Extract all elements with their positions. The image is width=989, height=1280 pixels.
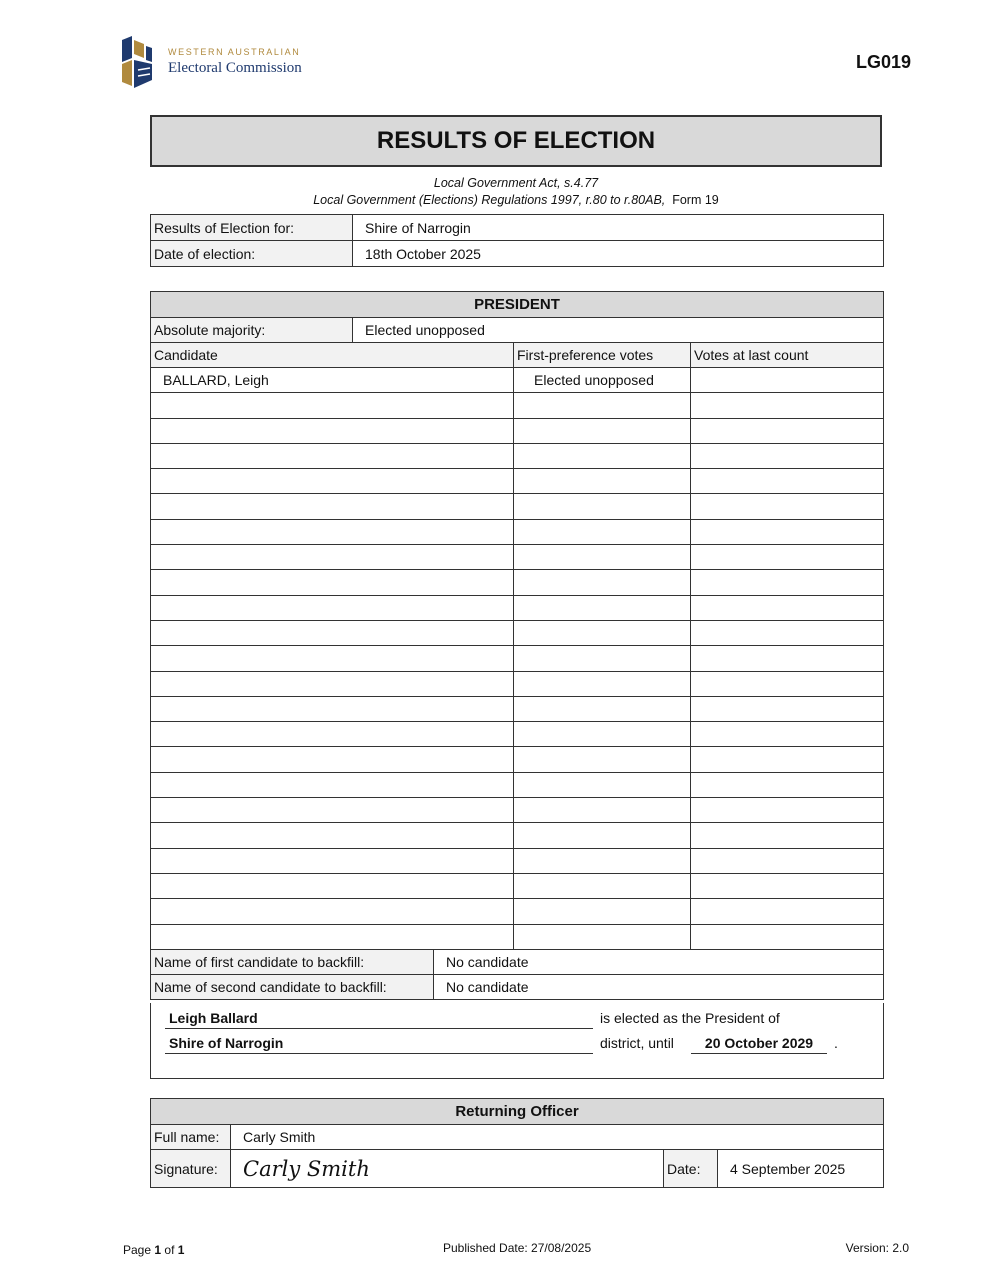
returning-officer-table bbox=[150, 1098, 884, 1188]
signature-value: Carly Smith bbox=[231, 1150, 664, 1188]
table-row bbox=[151, 418, 884, 443]
candidate-first-pref bbox=[514, 823, 691, 848]
wa-electoral-commission-logo bbox=[122, 36, 322, 90]
candidate-first-pref bbox=[514, 595, 691, 620]
candidate-last-count bbox=[691, 848, 884, 873]
candidate-first-pref bbox=[514, 747, 691, 772]
election-date-label: Date of election: bbox=[151, 241, 353, 267]
candidate-name bbox=[151, 772, 514, 797]
table-row bbox=[151, 873, 884, 898]
signature-label: Signature: bbox=[151, 1150, 231, 1188]
table-row bbox=[151, 848, 884, 873]
candidate-first-pref bbox=[514, 519, 691, 544]
elected-text2: district, until bbox=[600, 1035, 674, 1051]
elected-district: Shire of Narrogin bbox=[165, 1034, 593, 1054]
published-date: Published Date: 27/08/2025 bbox=[443, 1241, 592, 1255]
candidate-first-pref bbox=[514, 696, 691, 721]
candidate-last-count bbox=[691, 393, 884, 418]
candidate-name bbox=[151, 595, 514, 620]
candidate-first-pref bbox=[514, 469, 691, 494]
absolute-majority-label: Absolute majority: bbox=[151, 318, 353, 343]
candidate-name bbox=[151, 393, 514, 418]
candidate-first-pref bbox=[514, 671, 691, 696]
candidate-first-pref bbox=[514, 924, 691, 949]
full-name-label: Full name: bbox=[151, 1125, 231, 1150]
candidate-last-count bbox=[691, 924, 884, 949]
version: Version: 2.0 bbox=[845, 1241, 909, 1255]
page-title: RESULTS OF ELECTION bbox=[150, 115, 882, 167]
candidate-name bbox=[151, 873, 514, 898]
candidate-first-pref bbox=[514, 899, 691, 924]
candidate-name bbox=[151, 519, 514, 544]
candidate-last-count bbox=[691, 494, 884, 519]
election-date-value: 18th October 2025 bbox=[353, 241, 884, 267]
elected-text1: is elected as the President of bbox=[600, 1010, 780, 1026]
returning-officer-heading: Returning Officer bbox=[151, 1099, 884, 1125]
candidate-first-pref bbox=[514, 620, 691, 645]
page-total: 1 bbox=[177, 1243, 185, 1257]
candidate-last-count bbox=[691, 545, 884, 570]
candidate-last-count bbox=[691, 595, 884, 620]
president-table bbox=[150, 291, 884, 1000]
table-row bbox=[151, 823, 884, 848]
table-row bbox=[151, 494, 884, 519]
legislation-reference bbox=[150, 175, 882, 209]
candidate-first-pref bbox=[514, 873, 691, 898]
absolute-majority-value: Elected unopposed bbox=[353, 318, 884, 343]
candidate-name bbox=[151, 696, 514, 721]
table-row bbox=[151, 620, 884, 645]
ro-date-label: Date: bbox=[664, 1150, 718, 1188]
candidate-last-count bbox=[691, 772, 884, 797]
candidate-last-count bbox=[691, 646, 884, 671]
candidate-name bbox=[151, 798, 514, 823]
candidate-first-pref bbox=[514, 545, 691, 570]
table-row bbox=[151, 545, 884, 570]
candidate-last-count bbox=[691, 368, 884, 393]
logo-line2: Electoral Commission bbox=[168, 60, 302, 76]
backfill1-label: Name of first candidate to backfill: bbox=[151, 949, 434, 974]
logo-line1: WESTERN AUSTRALIAN bbox=[168, 47, 301, 57]
candidate-first-pref bbox=[514, 722, 691, 747]
candidate-name bbox=[151, 469, 514, 494]
col-last-count: Votes at last count bbox=[691, 343, 884, 368]
candidate-last-count bbox=[691, 823, 884, 848]
form-code: LG019 bbox=[855, 52, 911, 72]
page-num: 1 bbox=[154, 1243, 162, 1257]
candidate-first-pref: Elected unopposed bbox=[514, 368, 691, 393]
elected-name: Leigh Ballard bbox=[165, 1009, 593, 1029]
candidate-first-pref bbox=[514, 570, 691, 595]
page-number bbox=[123, 1243, 184, 1257]
candidate-first-pref bbox=[514, 393, 691, 418]
elected-until-date: 20 October 2029 bbox=[691, 1034, 827, 1054]
candidate-last-count bbox=[691, 418, 884, 443]
candidate-first-pref bbox=[514, 646, 691, 671]
table-row bbox=[151, 722, 884, 747]
act-line2: Local Government (Elections) Regulations 1997, r.80 to r.80AB, bbox=[313, 193, 666, 207]
backfill2-label: Name of second candidate to backfill: bbox=[151, 974, 434, 999]
candidate-last-count bbox=[691, 747, 884, 772]
candidate-last-count bbox=[691, 519, 884, 544]
table-row bbox=[151, 696, 884, 721]
candidate-last-count bbox=[691, 469, 884, 494]
candidate-name bbox=[151, 924, 514, 949]
candidate-last-count bbox=[691, 798, 884, 823]
col-first-preference: First-preference votes bbox=[514, 343, 691, 368]
election-info-table bbox=[150, 214, 884, 267]
candidate-name bbox=[151, 494, 514, 519]
candidate-first-pref bbox=[514, 772, 691, 797]
table-row bbox=[151, 671, 884, 696]
page-of: of bbox=[164, 1243, 175, 1257]
table-row bbox=[151, 443, 884, 468]
table-row bbox=[151, 368, 884, 393]
candidate-name bbox=[151, 443, 514, 468]
election-for-label: Results of Election for: bbox=[151, 215, 353, 241]
candidate-rows bbox=[151, 368, 884, 950]
candidate-name bbox=[151, 671, 514, 696]
candidate-last-count bbox=[691, 873, 884, 898]
candidate-name bbox=[151, 823, 514, 848]
candidate-first-pref bbox=[514, 494, 691, 519]
candidate-first-pref bbox=[514, 798, 691, 823]
candidate-name bbox=[151, 747, 514, 772]
table-row bbox=[151, 924, 884, 949]
backfill2-value: No candidate bbox=[434, 974, 884, 999]
president-heading: PRESIDENT bbox=[151, 292, 884, 318]
form-number: Form 19 bbox=[672, 193, 719, 207]
candidate-last-count bbox=[691, 620, 884, 645]
candidate-first-pref bbox=[514, 443, 691, 468]
table-row bbox=[151, 519, 884, 544]
candidate-last-count bbox=[691, 722, 884, 747]
ro-date-value: 4 September 2025 bbox=[718, 1150, 884, 1188]
table-row bbox=[151, 595, 884, 620]
candidate-name bbox=[151, 545, 514, 570]
act-line1: Local Government Act, s.4.77 bbox=[433, 176, 599, 190]
table-row bbox=[151, 646, 884, 671]
table-row bbox=[151, 772, 884, 797]
candidate-last-count bbox=[691, 671, 884, 696]
elected-statement bbox=[150, 1003, 884, 1079]
table-row bbox=[151, 798, 884, 823]
table-row bbox=[151, 747, 884, 772]
table-row bbox=[151, 469, 884, 494]
logo-mark-icon bbox=[122, 36, 152, 88]
page-prefix: Page bbox=[123, 1243, 152, 1257]
col-candidate: Candidate bbox=[151, 343, 514, 368]
candidate-name bbox=[151, 418, 514, 443]
candidate-last-count bbox=[691, 570, 884, 595]
table-row bbox=[151, 899, 884, 924]
candidate-name bbox=[151, 646, 514, 671]
candidate-name: BALLARD, Leigh bbox=[151, 368, 514, 393]
elected-end: . bbox=[834, 1035, 838, 1051]
full-name-value: Carly Smith bbox=[231, 1125, 884, 1150]
candidate-name bbox=[151, 848, 514, 873]
table-row bbox=[151, 570, 884, 595]
candidate-last-count bbox=[691, 696, 884, 721]
candidate-last-count bbox=[691, 899, 884, 924]
candidate-last-count bbox=[691, 443, 884, 468]
candidate-name bbox=[151, 570, 514, 595]
candidate-name bbox=[151, 899, 514, 924]
election-for-value: Shire of Narrogin bbox=[353, 215, 884, 241]
backfill1-value: No candidate bbox=[434, 949, 884, 974]
table-row bbox=[151, 393, 884, 418]
candidate-first-pref bbox=[514, 848, 691, 873]
candidate-first-pref bbox=[514, 418, 691, 443]
candidate-name bbox=[151, 722, 514, 747]
candidate-name bbox=[151, 620, 514, 645]
